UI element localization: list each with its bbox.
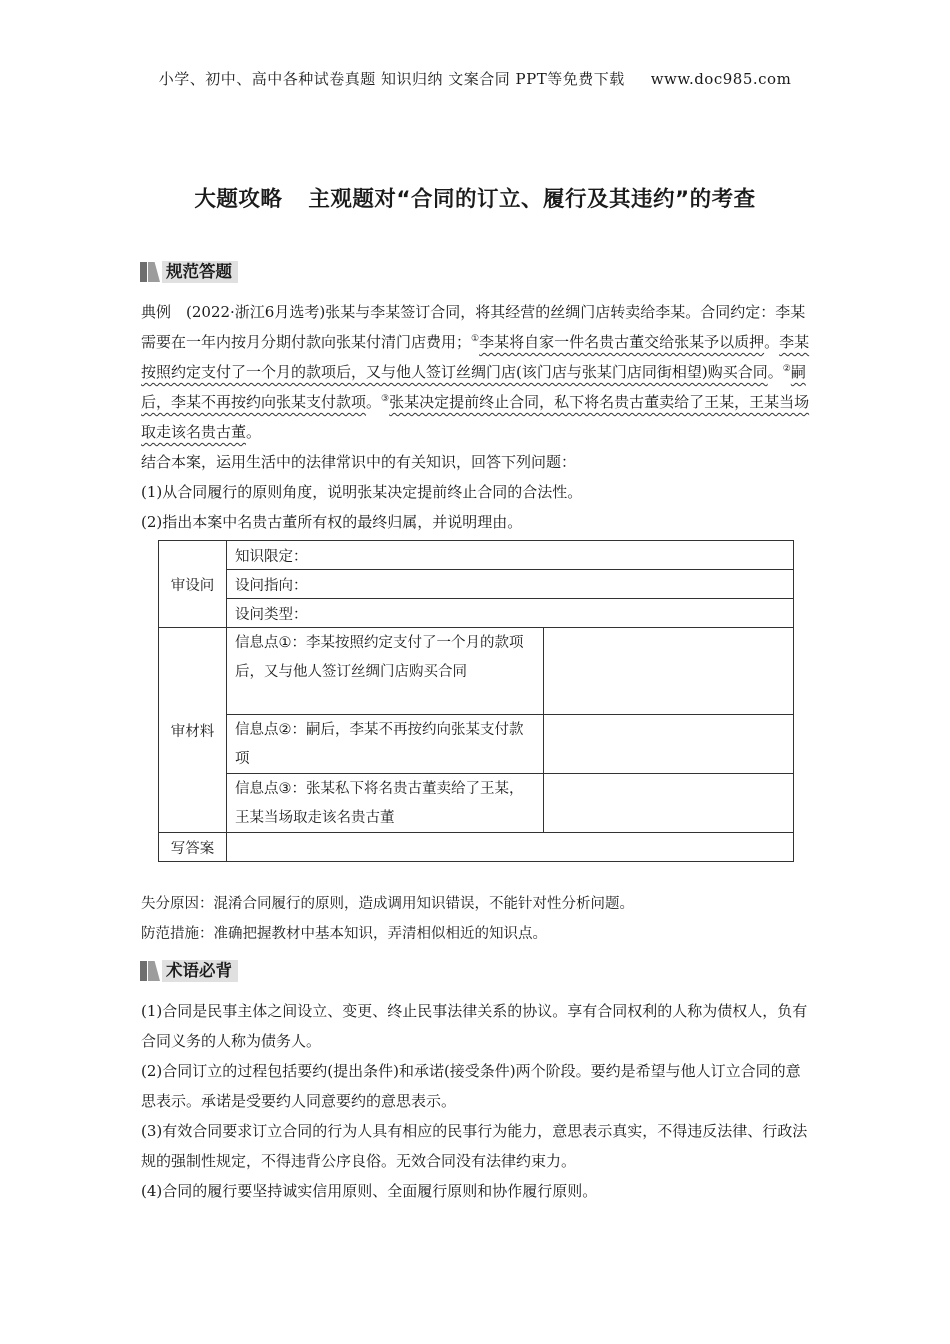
- question-intro: 结合本案，运用生活中的法律常识中的有关知识，回答下列问题：: [141, 453, 577, 471]
- loss-reason: 失分原因：混淆合同履行的原则，造成调用知识错误，不能针对性分析问题。: [141, 896, 634, 912]
- header-text: 小学、初中、高中各种试卷真题 知识归纳 文案合同 PPT等免费下载: [158, 70, 625, 88]
- underlined-4: 张某决定提前终止合同，私下将名贵古董卖给了王某，王某当场取走该名贵古董: [141, 393, 810, 441]
- example-paragraph: [141, 297, 811, 537]
- header-site[interactable]: www.doc985.com: [650, 70, 792, 88]
- answer-cell: [227, 833, 794, 862]
- title-part1: 大题攻略: [194, 187, 283, 212]
- title-part2: 主观题对“合同的订立、履行及其违约”的考查: [308, 187, 756, 212]
- underlined-1: 李某将自家一件名贵古董交给张某予以质押: [479, 333, 765, 351]
- marker-2: ②: [782, 364, 791, 374]
- row-knowledge: 知识限定：: [227, 541, 794, 570]
- info-point-1: 信息点①：李某按照约定支付了一个月的款项后，又与他人签订丝绸门店购买合同: [227, 628, 544, 715]
- underlined-3: 嗣后，李某不再按约向张某支付款项: [141, 363, 806, 411]
- category-answer: 写答案: [159, 833, 227, 862]
- term-item: (4)合同的履行要坚持诚实信用原则、全面履行原则和协作履行原则。: [141, 1182, 598, 1200]
- info-answer-cell: [544, 628, 794, 715]
- punct-3: 。: [366, 393, 382, 411]
- terms-list: [141, 996, 811, 1206]
- page-header: [0, 68, 950, 89]
- category-question: 审设问: [159, 541, 227, 628]
- section-label: 规范答题: [162, 261, 238, 283]
- punct-2: 。: [767, 363, 783, 381]
- punct-1: 。: [764, 333, 780, 351]
- page-title: [0, 182, 950, 213]
- prevention: 防范措施：准确把握教材中基本知识，弄清相似相近的知识点。: [141, 926, 547, 942]
- term-item: (1)合同是民事主体之间设立、变更、终止民事法律关系的协议。享有合同权利的人称为债权人，负有合同义务的人称为债务人。: [141, 1002, 808, 1050]
- term-item: (2)合同订立的过程包括要约(提出条件)和承诺(接受条件)两个阶段。要约是希望与他人订立合同的意思表示。承诺是受要约人同意要约的意思表示。: [141, 1062, 801, 1110]
- example-lead: 典例 (2022·浙江6月选考)张某与李某签订合同，将其经营的丝绸门店转卖给李某。合同约定：李某需要在一年内按月分期付款向张某付清门店费用；: [141, 303, 806, 351]
- notes: [141, 889, 811, 949]
- underlined-2: 李某按照约定支付了一个月的款项后，又与他人签订丝绸门店(该门店与张某门店同街相望)购买合同: [141, 333, 810, 381]
- section-heading-answer: [140, 261, 238, 283]
- section-label: 术语必背: [162, 960, 238, 982]
- row-direction: 设问指向：: [227, 570, 794, 599]
- term-item: (3)有效合同要求订立合同的行为人具有相应的民事行为能力，意思表示真实，不得违反法律、行政法规的强制性规定，不得违背公序良俗。无效合同没有法律约束力。: [141, 1122, 808, 1170]
- section-marker-icon: [140, 262, 160, 282]
- row-type: 设问类型：: [227, 599, 794, 628]
- category-material: 审材料: [159, 628, 227, 833]
- analysis-table: [158, 540, 794, 862]
- punct-4: 。: [246, 423, 262, 441]
- info-answer-cell: [544, 774, 794, 833]
- question-1: (1)从合同履行的原则角度，说明张某决定提前终止合同的合法性。: [141, 483, 583, 501]
- section-heading-terms: [140, 960, 238, 982]
- info-point-3: 信息点③：张某私下将名贵古董卖给了王某，王某当场取走该名贵古董: [227, 774, 544, 833]
- info-answer-cell: [544, 715, 794, 774]
- marker-3: ③: [381, 394, 390, 404]
- marker-1: ①: [471, 334, 480, 344]
- question-2: (2)指出本案中名贵古董所有权的最终归属，并说明理由。: [141, 513, 523, 531]
- info-point-2: 信息点②：嗣后，李某不再按约向张某支付款项: [227, 715, 544, 774]
- section-marker-icon: [140, 961, 160, 981]
